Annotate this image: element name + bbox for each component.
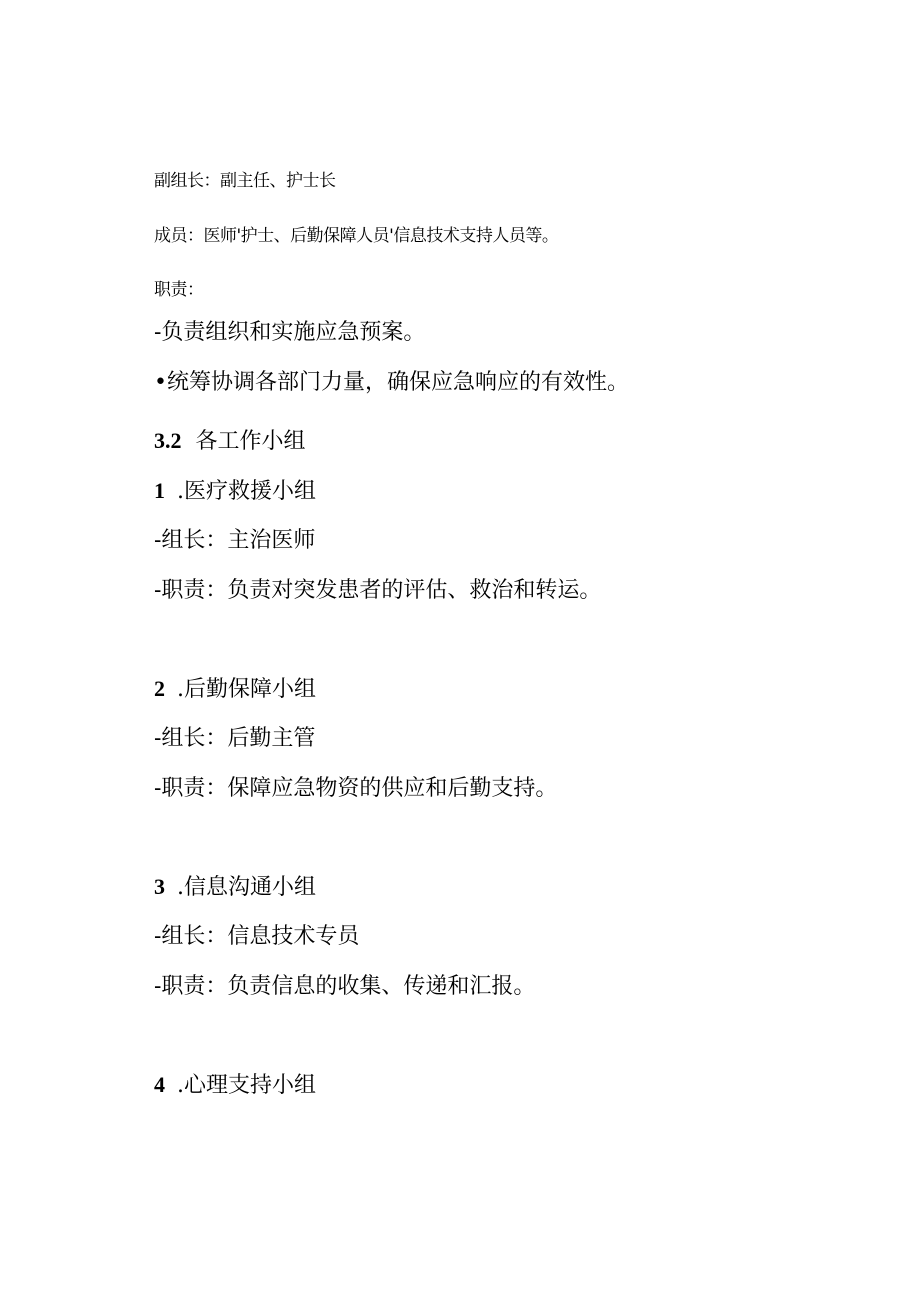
group-3-leader: -组长：信息技术专员 xyxy=(154,924,360,949)
group-3-duty: -职责：负责信息的收集、传递和汇报。 xyxy=(154,974,536,999)
section-number: 3.2 xyxy=(154,428,182,453)
members-line: 成员：医师'护士、后勤保障人员'信息技术支持人员等。 xyxy=(154,226,559,246)
group-number: 1 xyxy=(154,478,165,503)
group-1-leader: -组长：主治医师 xyxy=(154,528,316,553)
group-title: .信息沟通小组 xyxy=(177,875,316,900)
group-number: 2 xyxy=(154,676,165,701)
group-number: 3 xyxy=(154,874,165,899)
duty-item-2: •统筹协调各部门力量，确保应急响应的有效性。 xyxy=(154,370,629,395)
group-heading-3 xyxy=(154,876,316,899)
duties-label: 职责： xyxy=(154,280,204,300)
group-title: .医疗救援小组 xyxy=(177,479,316,504)
group-title: .心理支持小组 xyxy=(177,1073,316,1098)
section-title: 各工作小组 xyxy=(195,429,306,454)
group-heading-2 xyxy=(154,678,316,701)
group-heading-4 xyxy=(154,1074,316,1097)
group-1-duty: -职责：负责对突发患者的评估、救治和转运。 xyxy=(154,578,602,603)
group-2-duty: -职责：保障应急物资的供应和后勤支持。 xyxy=(154,776,558,801)
deputy-leader-line: 副组长：副主任、护士长 xyxy=(154,171,336,191)
section-heading-3-2 xyxy=(154,430,306,453)
group-heading-1 xyxy=(154,480,316,503)
group-2-leader: -组长：后勤主管 xyxy=(154,726,316,751)
group-number: 4 xyxy=(154,1072,165,1097)
group-title: .后勤保障小组 xyxy=(177,677,316,702)
duty-item-1: -负责组织和实施应急预案。 xyxy=(154,320,426,345)
